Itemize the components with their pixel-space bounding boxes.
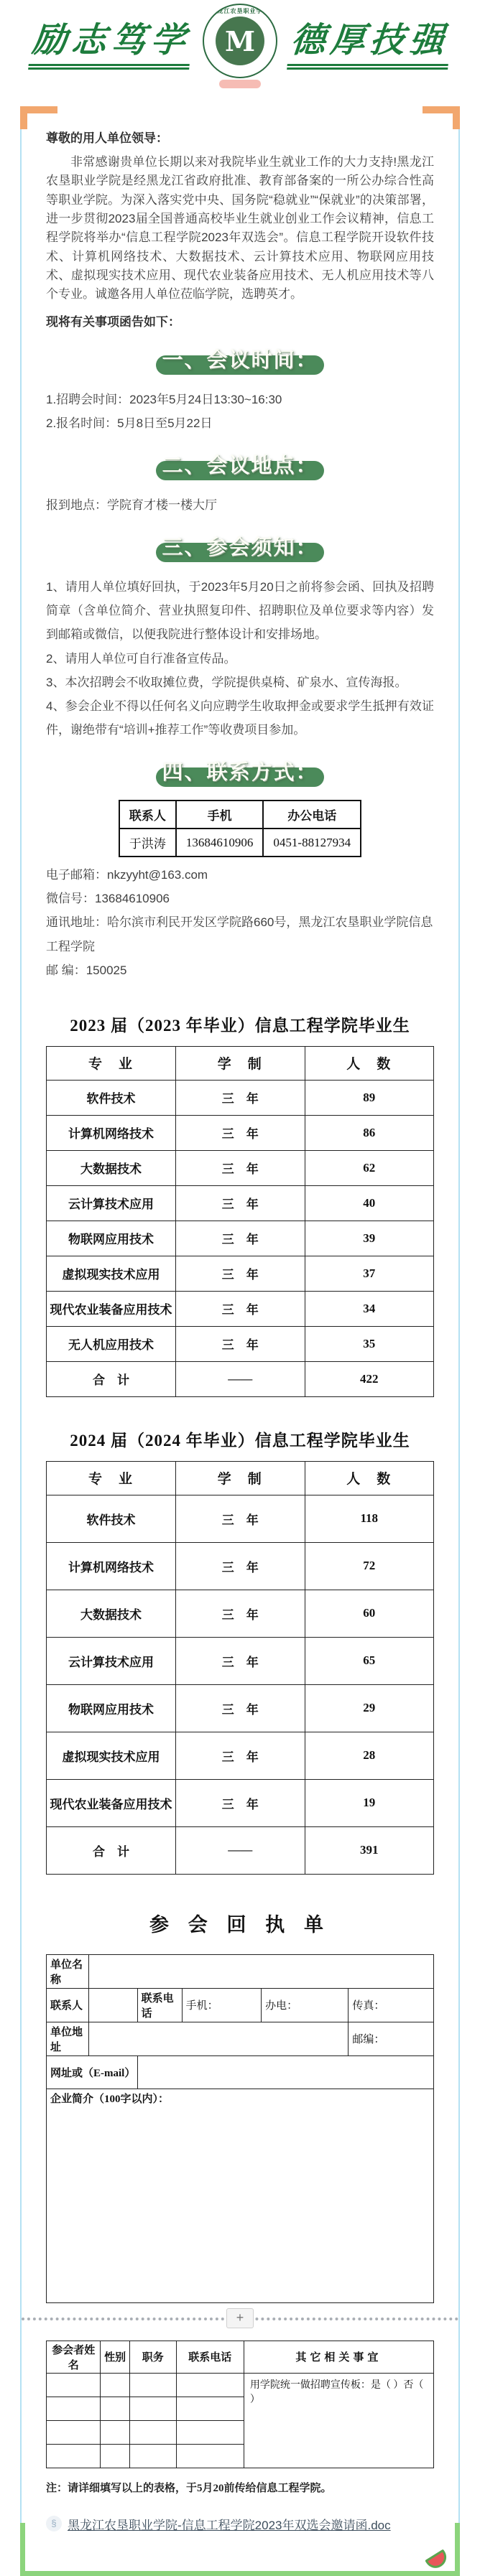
postcode-cell: 邮编： — [349, 2022, 434, 2055]
table-cell: 0451-88127934 — [263, 829, 361, 857]
column-header: 专 业 — [47, 1046, 176, 1080]
list-item: 1、请用人单位填好回执，于2023年5月20日之前将参会函、回执及招聘简章（含单位简介、营业执照复印件、招聘职位及单位要求等内容）发到邮箱或微信，以便我院进行整体设计和安排场地。 — [46, 580, 434, 642]
letter-frame — [20, 106, 460, 2576]
section-title: 二、会议地点： — [162, 454, 318, 478]
table-cell: 39 — [305, 1221, 434, 1256]
table-cell: 云计算技术应用 — [47, 1185, 176, 1221]
table-row — [47, 1115, 434, 1150]
column-header: 人 数 — [305, 1461, 434, 1495]
notice-intro: 现将有关事项函告如下： — [46, 314, 180, 329]
table-cell: 合 计 — [47, 1361, 176, 1396]
table-row — [47, 1779, 434, 1826]
list-item: 报到地点：学院育才楼一楼大厅 — [46, 498, 217, 513]
add-page-button[interactable]: + — [226, 2308, 254, 2328]
table-cell: 86 — [305, 1115, 434, 1150]
table-cell: 72 — [305, 1542, 434, 1590]
table-cell: 三 年 — [176, 1326, 305, 1361]
company-profile-cell: 企业简介（100字以内）： — [47, 2089, 434, 2302]
section-banner-meeting-place — [156, 454, 324, 480]
column-header: 手机 — [176, 801, 264, 829]
column-header: 职务 — [129, 2341, 176, 2373]
attachment-link[interactable] — [68, 2515, 391, 2533]
table-cell: —— — [176, 1826, 305, 1874]
table-cell: 三 年 — [176, 1115, 305, 1150]
mobile-cell: 手机： — [182, 1988, 261, 2022]
table-row — [47, 1291, 434, 1326]
table-cell: 三 年 — [176, 1684, 305, 1732]
field-label: 单位名称 — [47, 1954, 89, 1988]
column-header: 办公电话 — [263, 801, 361, 829]
phone-cell — [176, 2397, 244, 2420]
letter-body: 非常感谢贵单位长期以来对我院毕业生就业工作的大力支持!黑龙江农垦职业学院是经黑龙江省政府批准、教育部备案的一所公办综合性高等职业学院。为深入落实党中央、国务院“稳就业”“保就业”的决策部署，进一步贯彻2023届全国普通高校毕业生就业创业工作会议精神，信息工程学院将举办“信息工程学院2023年双选会”。信息工程学院开设软件技术、计算机网络技术、大数据技术、云计算技术应用、物联网应用技术、虚拟现实技术应用、现代农业装备应用技术、无人机应用技术等八个专业。诚邀各用人单位莅临学院，选聘英才。 — [46, 155, 434, 302]
watermelon-icon — [425, 2549, 451, 2572]
table-cell: 于洪涛 — [119, 829, 176, 857]
field-label: 联系人 — [47, 1988, 89, 2022]
table-row — [47, 1637, 434, 1684]
attendee-name-cell — [47, 2397, 101, 2420]
receipt-form-table — [46, 1954, 434, 2303]
website-cell — [137, 2055, 433, 2089]
motto-left: 励志笃学 — [28, 22, 193, 70]
contact-table — [119, 800, 361, 857]
table-cell: 大数据技术 — [47, 1150, 176, 1185]
table-cell: 391 — [305, 1826, 434, 1874]
table-cell: 物联网应用技术 — [47, 1684, 176, 1732]
list-item: 3、本次招聘会不收取摊位费，学院提供桌椅、矿泉水、宣传海报。 — [46, 675, 407, 689]
table-cell: 计算机网络技术 — [47, 1542, 176, 1590]
position-cell — [129, 2397, 176, 2420]
column-header: 人 数 — [305, 1046, 434, 1080]
table-row — [47, 1542, 434, 1590]
table-row — [47, 1732, 434, 1779]
form-row-website — [47, 2055, 434, 2089]
table-cell: 大数据技术 — [47, 1590, 176, 1637]
form-row-contact — [47, 1988, 434, 2022]
logo-monogram: M — [216, 17, 264, 65]
field-label: 联系电话 — [137, 1988, 182, 2022]
salutation: 尊敬的用人单位领导： — [46, 131, 168, 145]
office-phone-cell: 办电： — [262, 1988, 349, 2022]
table-cell: 三 年 — [176, 1732, 305, 1779]
table-cell: 13684610906 — [176, 829, 264, 857]
college-logo — [203, 4, 277, 88]
grads-2024-table — [46, 1461, 434, 1875]
column-header: 联系电话 — [176, 2341, 244, 2373]
gender-cell — [101, 2373, 129, 2397]
position-cell — [129, 2444, 176, 2468]
table-cell: 89 — [305, 1080, 434, 1115]
masthead — [0, 0, 480, 89]
table-cell: 三 年 — [176, 1221, 305, 1256]
contact-address: 通讯地址：哈尔滨市利民开发区学院路660号，黑龙江农垦职业学院信息工程学院 — [46, 915, 433, 953]
table-cell: 29 — [305, 1684, 434, 1732]
field-label: 网址或（E-mail） — [47, 2055, 138, 2089]
contact-name-cell — [89, 1988, 137, 2022]
table-cell: 60 — [305, 1590, 434, 1637]
table-row — [47, 2373, 434, 2397]
section-title: 三、参会须知： — [162, 536, 318, 560]
gender-cell — [101, 2444, 129, 2468]
table-cell: 422 — [305, 1361, 434, 1396]
column-header: 其它相关事宜 — [244, 2341, 433, 2373]
phone-cell — [176, 2420, 244, 2444]
table-row — [47, 1590, 434, 1637]
bottom-border-left-decoration — [20, 2523, 25, 2576]
section-banner-instructions — [156, 536, 324, 562]
board-option-cell: 用学院统一做招聘宣传板：是（ ）否（ ） — [244, 2373, 433, 2468]
contact-postcode: 邮 编：150025 — [46, 963, 127, 977]
attendee-name-cell — [47, 2420, 101, 2444]
table-cell: 35 — [305, 1326, 434, 1361]
logo-ring — [203, 4, 277, 78]
table-row — [47, 1256, 434, 1291]
grads-2023-title: 2023 届（2023 年毕业）信息工程学院毕业生 — [70, 1016, 410, 1035]
table-cell: 19 — [305, 1779, 434, 1826]
gender-cell — [101, 2420, 129, 2444]
footer-note: 注：请详细填写以上的表格，于5月20前传给信息工程学院。 — [46, 2482, 332, 2494]
attachment-link-label: 黑龙江农垦职业学院-信息工程学院2023年双选会邀请函.doc — [68, 2518, 391, 2532]
table-row — [47, 1361, 434, 1396]
table-header-row — [47, 1046, 434, 1080]
table-cell: 三 年 — [176, 1080, 305, 1115]
table-cell: 物联网应用技术 — [47, 1221, 176, 1256]
table-header-row — [119, 801, 361, 829]
form-row-profile — [47, 2089, 434, 2302]
table-cell: 三 年 — [176, 1256, 305, 1291]
section-banner-contact — [156, 761, 324, 787]
section-title: 四、联系方式： — [162, 761, 318, 785]
table-row — [47, 1495, 434, 1542]
fax-cell: 传真： — [349, 1988, 434, 2022]
phone-cell — [176, 2444, 244, 2468]
unit-name-cell — [89, 1954, 434, 1988]
table-row — [47, 1150, 434, 1185]
section-title: 一、会议时间： — [162, 348, 318, 372]
table-cell: 计算机网络技术 — [47, 1115, 176, 1150]
column-header: 联系人 — [119, 801, 176, 829]
position-cell — [129, 2373, 176, 2397]
table-cell: 无人机应用技术 — [47, 1326, 176, 1361]
table-cell: 软件技术 — [47, 1080, 176, 1115]
grads-2024-title: 2024 届（2024 年毕业）信息工程学院毕业生 — [70, 1431, 410, 1450]
list-item: 2.报名时间：5月8日至5月22日 — [46, 416, 213, 430]
motto-right: 德厚技强 — [287, 22, 452, 70]
table-cell: 65 — [305, 1637, 434, 1684]
position-cell — [129, 2420, 176, 2444]
table-cell: 现代农业装备应用技术 — [47, 1779, 176, 1826]
column-header: 参会者姓名 — [47, 2341, 101, 2373]
list-item: 1.招聘会时间：2023年5月24日13:30~16:30 — [46, 392, 282, 406]
section-banner-meeting-time — [156, 348, 324, 375]
table-row — [47, 1684, 434, 1732]
table-header-row — [47, 2341, 434, 2373]
table-cell: 云计算技术应用 — [47, 1637, 176, 1684]
table-cell: 三 年 — [176, 1150, 305, 1185]
bottom-border-right-decoration — [455, 2523, 460, 2576]
corner-decoration-top-left — [20, 106, 57, 129]
table-cell: 合 计 — [47, 1826, 176, 1874]
contact-wechat: 微信号：13684610906 — [46, 892, 170, 906]
receipt-form-title: 参 会 回 执 单 — [149, 1913, 331, 1936]
address-cell — [89, 2022, 349, 2055]
contact-email: 电子邮箱：nkzyyht@163.com — [46, 868, 208, 882]
table-cell: 三 年 — [176, 1495, 305, 1542]
table-cell: 三 年 — [176, 1185, 305, 1221]
bottom-border-decoration — [20, 2571, 460, 2576]
link-icon: § — [46, 2516, 62, 2531]
table-cell: 37 — [305, 1256, 434, 1291]
table-cell: 现代农业装备应用技术 — [47, 1291, 176, 1326]
table-row — [119, 829, 361, 857]
column-header: 专 业 — [47, 1461, 176, 1495]
table-cell: 28 — [305, 1732, 434, 1779]
column-header: 性别 — [101, 2341, 129, 2373]
table-header-row — [47, 1461, 434, 1495]
table-cell: 软件技术 — [47, 1495, 176, 1542]
grads-2023-table — [46, 1046, 434, 1397]
table-cell: 虚拟现实技术应用 — [47, 1256, 176, 1291]
table-cell: 62 — [305, 1150, 434, 1185]
table-row — [47, 1826, 434, 1874]
logo-arc-text: 黑龙江农垦职业学院 — [211, 8, 269, 14]
gender-cell — [101, 2397, 129, 2420]
logo-ribbon — [219, 80, 261, 88]
table-cell: 40 — [305, 1185, 434, 1221]
table-row — [47, 1326, 434, 1361]
page-break-divider — [22, 2310, 458, 2325]
table-row — [47, 1221, 434, 1256]
table-cell: 三 年 — [176, 1542, 305, 1590]
corner-decoration-top-right — [423, 106, 460, 129]
list-item: 2、请用人单位可自行准备宣传品。 — [46, 651, 236, 666]
attachment-row — [46, 2515, 434, 2533]
attendees-table — [46, 2341, 434, 2468]
table-cell: 三 年 — [176, 1590, 305, 1637]
table-cell: 三 年 — [176, 1637, 305, 1684]
list-item: 4、参会企业不得以任何名义向应聘学生收取押金或要求学生抵押有效证件，谢绝带有“培训+推荐工作”等收费项目参加。 — [46, 699, 434, 737]
phone-cell — [176, 2373, 244, 2397]
column-header: 学 制 — [176, 1461, 305, 1495]
table-row — [47, 1185, 434, 1221]
table-cell: 三 年 — [176, 1291, 305, 1326]
form-row-address — [47, 2022, 434, 2055]
attendee-name-cell — [47, 2373, 101, 2397]
table-cell: 118 — [305, 1495, 434, 1542]
attendee-name-cell — [47, 2444, 101, 2468]
table-cell: —— — [176, 1361, 305, 1396]
column-header: 学 制 — [176, 1046, 305, 1080]
field-label: 单位地址 — [47, 2022, 89, 2055]
table-cell: 三 年 — [176, 1779, 305, 1826]
form-row-unit-name — [47, 1954, 434, 1988]
table-cell: 34 — [305, 1291, 434, 1326]
table-row — [47, 1080, 434, 1115]
table-cell: 虚拟现实技术应用 — [47, 1732, 176, 1779]
